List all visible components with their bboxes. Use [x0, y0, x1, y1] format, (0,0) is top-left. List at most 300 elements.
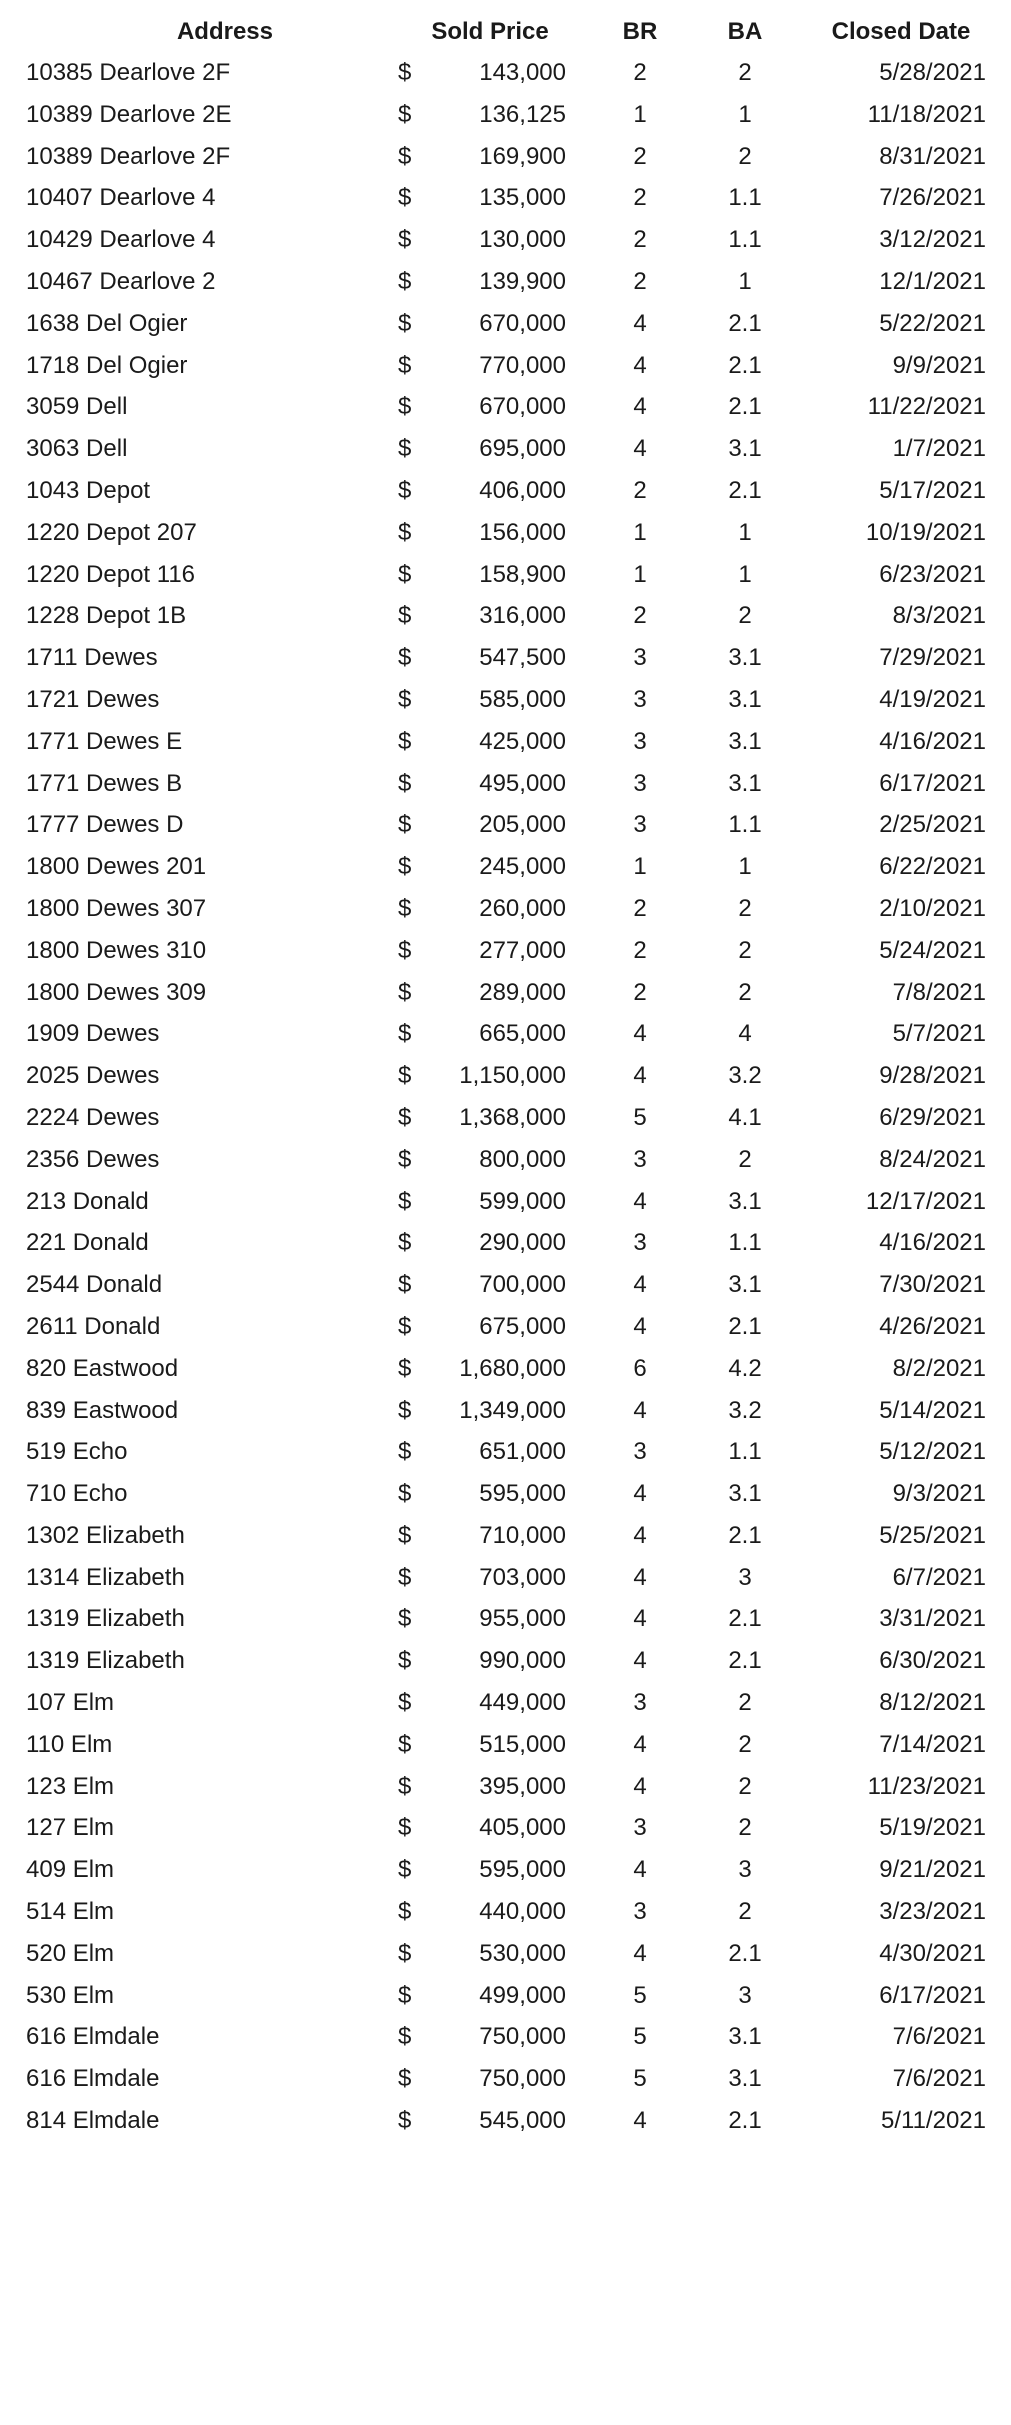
header-address: Address	[176, 18, 274, 45]
table-row	[0, 94, 1011, 136]
cell-sold-price: 595,000	[479, 1856, 566, 1884]
cell-currency-symbol: $	[398, 2065, 412, 2093]
cell-closed-date: 7/6/2021	[892, 2023, 986, 2051]
cell-ba: 1.1	[728, 1438, 762, 1466]
cell-ba: 3	[738, 1981, 752, 2009]
cell-ba: 3.1	[728, 685, 762, 713]
cell-br: 3	[633, 1814, 647, 1842]
cell-currency-symbol: $	[398, 1187, 412, 1215]
table-row	[0, 219, 1011, 261]
cell-ba: 2	[738, 936, 752, 964]
cell-ba: 2.1	[728, 476, 762, 504]
table-row	[0, 1097, 1011, 1139]
cell-currency-symbol: $	[398, 1730, 412, 1758]
cell-currency-symbol: $	[398, 978, 412, 1006]
table-row	[0, 1013, 1011, 1055]
cell-ba: 1.1	[728, 184, 762, 212]
table-body	[0, 52, 1011, 2142]
cell-address: 3063 Dell	[26, 435, 128, 463]
cell-sold-price: 277,000	[479, 936, 566, 964]
cell-closed-date: 5/12/2021	[879, 1438, 986, 1466]
cell-sold-price: 135,000	[479, 184, 566, 212]
cell-address: 1800 Dewes 307	[26, 894, 207, 922]
cell-br: 1	[633, 853, 647, 881]
cell-closed-date: 7/29/2021	[879, 644, 986, 672]
cell-br: 4	[633, 1563, 647, 1591]
cell-ba: 2	[738, 602, 752, 630]
cell-sold-price: 750,000	[479, 2023, 566, 2051]
cell-closed-date: 5/11/2021	[881, 2107, 986, 2135]
cell-address: 1800 Dewes 309	[26, 978, 207, 1006]
cell-br: 3	[633, 769, 647, 797]
table-row	[0, 679, 1011, 721]
cell-address: 1800 Dewes 310	[26, 936, 207, 964]
cell-closed-date: 4/16/2021	[879, 1229, 986, 1257]
cell-currency-symbol: $	[398, 1438, 412, 1466]
table-row	[0, 763, 1011, 805]
table-row	[0, 2100, 1011, 2142]
cell-address: 10385 Dearlove 2F	[26, 59, 231, 86]
cell-address: 127 Elm	[26, 1814, 115, 1842]
cell-sold-price: 530,000	[479, 1939, 566, 1967]
table-row	[0, 595, 1011, 637]
cell-sold-price: 449,000	[479, 1689, 566, 1717]
cell-sold-price: 750,000	[479, 2065, 566, 2093]
cell-closed-date: 11/22/2021	[867, 393, 986, 421]
cell-sold-price: 599,000	[479, 1187, 566, 1215]
cell-closed-date: 7/30/2021	[879, 1271, 986, 1299]
cell-br: 3	[633, 811, 647, 839]
cell-address: 107 Elm	[26, 1689, 115, 1717]
cell-address: 123 Elm	[26, 1772, 115, 1800]
cell-currency-symbol: $	[398, 1271, 412, 1299]
cell-address: 10429 Dearlove 4	[26, 226, 216, 254]
table-row	[0, 2016, 1011, 2058]
cell-closed-date: 5/25/2021	[879, 1521, 986, 1549]
cell-address: 2544 Donald	[26, 1271, 163, 1299]
cell-br: 4	[633, 435, 647, 463]
table-row	[0, 52, 1011, 94]
cell-sold-price: 990,000	[479, 1647, 566, 1675]
cell-br: 1	[633, 518, 647, 546]
cell-closed-date: 3/31/2021	[879, 1605, 986, 1633]
cell-closed-date: 7/26/2021	[879, 184, 986, 212]
table-row	[0, 1891, 1011, 1933]
cell-sold-price: 290,000	[479, 1229, 566, 1257]
cell-ba: 2.1	[728, 1521, 762, 1549]
cell-address: 1043 Depot	[26, 476, 151, 504]
cell-address: 520 Elm	[26, 1939, 115, 1967]
cell-currency-symbol: $	[398, 1312, 412, 1340]
cell-currency-symbol: $	[398, 811, 412, 839]
cell-closed-date: 4/19/2021	[879, 685, 986, 713]
cell-closed-date: 4/26/2021	[879, 1312, 986, 1340]
cell-br: 2	[633, 894, 647, 922]
cell-currency-symbol: $	[398, 1354, 412, 1382]
table-row	[0, 1515, 1011, 1557]
cell-closed-date: 8/3/2021	[892, 602, 986, 630]
cell-closed-date: 12/17/2021	[865, 1187, 986, 1215]
cell-address: 814 Elmdale	[26, 2107, 160, 2135]
cell-closed-date: 2/10/2021	[879, 894, 986, 922]
cell-address: 1909 Dewes	[26, 1020, 160, 1048]
cell-address: 213 Donald	[26, 1187, 149, 1215]
cell-currency-symbol: $	[398, 560, 412, 588]
cell-currency-symbol: $	[398, 1981, 412, 2009]
cell-ba: 2	[738, 59, 752, 86]
cell-currency-symbol: $	[398, 769, 412, 797]
cell-br: 3	[633, 1898, 647, 1926]
cell-closed-date: 7/8/2021	[892, 978, 986, 1006]
cell-sold-price: 703,000	[479, 1563, 566, 1591]
cell-br: 2	[633, 602, 647, 630]
cell-ba: 4	[738, 1020, 752, 1048]
table-row	[0, 1181, 1011, 1223]
cell-ba: 3.1	[728, 644, 762, 672]
header-br: BR	[622, 18, 658, 45]
cell-br: 4	[633, 309, 647, 337]
cell-br: 2	[633, 142, 647, 170]
cell-address: 1721 Dewes	[26, 685, 160, 713]
cell-closed-date: 4/16/2021	[879, 727, 986, 755]
cell-ba: 3.1	[728, 1271, 762, 1299]
cell-br: 4	[633, 351, 647, 379]
cell-sold-price: 205,000	[479, 811, 566, 839]
cell-sold-price: 515,000	[479, 1730, 566, 1758]
cell-closed-date: 6/23/2021	[879, 560, 986, 588]
cell-sold-price: 245,000	[479, 853, 566, 881]
cell-closed-date: 3/23/2021	[879, 1898, 986, 1926]
cell-ba: 3.1	[728, 1187, 762, 1215]
cell-sold-price: 156,000	[479, 518, 566, 546]
cell-closed-date: 5/14/2021	[879, 1396, 986, 1424]
cell-closed-date: 11/18/2021	[867, 100, 986, 128]
cell-br: 5	[633, 1981, 647, 2009]
cell-br: 4	[633, 1521, 647, 1549]
table-header-row	[0, 12, 1011, 52]
cell-sold-price: 670,000	[479, 393, 566, 421]
cell-address: 110 Elm	[26, 1730, 113, 1758]
cell-currency-symbol: $	[398, 1396, 412, 1424]
cell-sold-price: 158,900	[479, 560, 566, 588]
cell-address: 1220 Depot 116	[26, 560, 196, 588]
cell-closed-date: 5/19/2021	[879, 1814, 986, 1842]
cell-closed-date: 9/21/2021	[879, 1856, 986, 1884]
cell-closed-date: 5/17/2021	[879, 476, 986, 504]
cell-br: 3	[633, 685, 647, 713]
cell-sold-price: 695,000	[479, 435, 566, 463]
cell-br: 4	[633, 1312, 647, 1340]
cell-br: 2	[633, 267, 647, 295]
cell-sold-price: 955,000	[479, 1605, 566, 1633]
table-row	[0, 1807, 1011, 1849]
cell-address: 1314 Elizabeth	[26, 1563, 185, 1591]
cell-br: 2	[633, 184, 647, 212]
cell-address: 2356 Dewes	[26, 1145, 160, 1173]
cell-closed-date: 1/7/2021	[892, 435, 986, 463]
cell-currency-symbol: $	[398, 685, 412, 713]
cell-closed-date: 12/1/2021	[879, 267, 986, 295]
cell-ba: 1	[738, 560, 752, 588]
cell-ba: 3.1	[728, 769, 762, 797]
cell-closed-date: 9/9/2021	[892, 351, 986, 379]
cell-address: 2611 Donald	[26, 1312, 161, 1340]
cell-ba: 3.1	[728, 1480, 762, 1508]
cell-ba: 2	[738, 142, 752, 170]
cell-address: 839 Eastwood	[26, 1396, 179, 1424]
cell-ba: 2	[738, 1772, 752, 1800]
cell-br: 2	[633, 936, 647, 964]
cell-currency-symbol: $	[398, 1605, 412, 1633]
cell-ba: 3	[738, 1856, 752, 1884]
cell-closed-date: 7/6/2021	[892, 2065, 986, 2093]
cell-ba: 2.1	[728, 1647, 762, 1675]
cell-currency-symbol: $	[398, 1814, 412, 1842]
cell-address: 3059 Dell	[26, 393, 128, 421]
table-row	[0, 1724, 1011, 1766]
table-row	[0, 846, 1011, 888]
cell-closed-date: 6/22/2021	[879, 853, 986, 881]
cell-ba: 4.2	[728, 1354, 762, 1382]
cell-sold-price: 395,000	[479, 1772, 566, 1800]
header-sold-price: Sold Price	[431, 18, 549, 45]
header-ba: BA	[727, 18, 763, 45]
cell-br: 4	[633, 1396, 647, 1424]
cell-ba: 1	[738, 853, 752, 881]
cell-ba: 2.1	[728, 1939, 762, 1967]
cell-br: 5	[633, 1103, 647, 1131]
cell-address: 820 Eastwood	[26, 1354, 179, 1382]
cell-address: 2224 Dewes	[26, 1103, 160, 1131]
cell-br: 4	[633, 1772, 647, 1800]
cell-ba: 1.1	[728, 226, 762, 254]
cell-currency-symbol: $	[398, 2023, 412, 2051]
cell-sold-price: 651,000	[479, 1438, 566, 1466]
cell-currency-symbol: $	[398, 1229, 412, 1257]
cell-address: 519 Echo	[26, 1438, 128, 1466]
cell-currency-symbol: $	[398, 1145, 412, 1173]
cell-ba: 2.1	[728, 351, 762, 379]
cell-br: 3	[633, 1689, 647, 1717]
cell-address: 1777 Dewes D	[26, 811, 184, 839]
cell-address: 1302 Elizabeth	[26, 1521, 185, 1549]
table-row	[0, 637, 1011, 679]
cell-closed-date: 10/19/2021	[865, 518, 986, 546]
cell-closed-date: 2/25/2021	[879, 811, 986, 839]
cell-closed-date: 4/30/2021	[879, 1939, 986, 1967]
cell-sold-price: 406,000	[479, 476, 566, 504]
cell-br: 4	[633, 1187, 647, 1215]
cell-ba: 2.1	[728, 1312, 762, 1340]
table-row	[0, 345, 1011, 387]
cell-currency-symbol: $	[398, 309, 412, 337]
cell-closed-date: 5/7/2021	[892, 1020, 986, 1048]
cell-currency-symbol: $	[398, 476, 412, 504]
table-row	[0, 1390, 1011, 1432]
table-row	[0, 804, 1011, 846]
table-row	[0, 1264, 1011, 1306]
cell-sold-price: 545,000	[479, 2107, 566, 2135]
table-row	[0, 888, 1011, 930]
cell-currency-symbol: $	[398, 602, 412, 630]
cell-currency-symbol: $	[398, 644, 412, 672]
table-row	[0, 1055, 1011, 1097]
table-row	[0, 1348, 1011, 1390]
cell-sold-price: 700,000	[479, 1271, 566, 1299]
cell-ba: 1	[738, 518, 752, 546]
cell-ba: 3	[738, 1563, 752, 1591]
cell-closed-date: 6/29/2021	[879, 1103, 986, 1131]
cell-closed-date: 8/2/2021	[892, 1354, 986, 1382]
cell-ba: 3.1	[728, 435, 762, 463]
cell-br: 4	[633, 1730, 647, 1758]
cell-ba: 2	[738, 1814, 752, 1842]
cell-closed-date: 8/24/2021	[879, 1145, 986, 1173]
cell-ba: 2	[738, 1145, 752, 1173]
cell-ba: 2	[738, 1730, 752, 1758]
cell-ba: 2.1	[728, 1605, 762, 1633]
cell-br: 1	[633, 560, 647, 588]
cell-address: 2025 Dewes	[26, 1062, 160, 1090]
cell-br: 3	[633, 1229, 647, 1257]
table-row	[0, 303, 1011, 345]
cell-br: 3	[633, 1145, 647, 1173]
cell-currency-symbol: $	[398, 351, 412, 379]
cell-currency-symbol: $	[398, 142, 412, 170]
cell-br: 5	[633, 2065, 647, 2093]
cell-address: 10389 Dearlove 2F	[26, 142, 231, 170]
header-closed-date: Closed Date	[831, 18, 971, 45]
cell-br: 4	[633, 393, 647, 421]
cell-sold-price: 670,000	[479, 309, 566, 337]
cell-ba: 2.1	[728, 309, 762, 337]
cell-br: 4	[633, 1271, 647, 1299]
table-row	[0, 136, 1011, 178]
cell-currency-symbol: $	[398, 894, 412, 922]
cell-br: 4	[633, 1605, 647, 1633]
cell-closed-date: 9/28/2021	[879, 1062, 986, 1090]
cell-ba: 2	[738, 894, 752, 922]
cell-currency-symbol: $	[398, 1020, 412, 1048]
cell-address: 10407 Dearlove 4	[26, 184, 216, 212]
cell-currency-symbol: $	[398, 1939, 412, 1967]
cell-ba: 3.2	[728, 1396, 762, 1424]
cell-address: 1800 Dewes 201	[26, 853, 207, 881]
cell-sold-price: 130,000	[479, 226, 566, 254]
cell-sold-price: 289,000	[479, 978, 566, 1006]
cell-sold-price: 770,000	[479, 351, 566, 379]
cell-address: 1319 Elizabeth	[26, 1647, 185, 1675]
cell-closed-date: 5/22/2021	[879, 309, 986, 337]
table-row	[0, 972, 1011, 1014]
cell-currency-symbol: $	[398, 59, 412, 86]
cell-currency-symbol: $	[398, 518, 412, 546]
cell-br: 1	[633, 100, 647, 128]
cell-currency-symbol: $	[398, 2107, 412, 2135]
cell-ba: 1	[738, 267, 752, 295]
cell-closed-date: 6/17/2021	[879, 769, 986, 797]
cell-closed-date: 7/14/2021	[879, 1730, 986, 1758]
cell-address: 1718 Del Ogier	[26, 351, 188, 379]
cell-sold-price: 316,000	[479, 602, 566, 630]
cell-currency-symbol: $	[398, 1521, 412, 1549]
cell-sold-price: 710,000	[479, 1521, 566, 1549]
cell-br: 3	[633, 727, 647, 755]
table-row	[0, 1849, 1011, 1891]
cell-address: 1228 Depot 1B	[26, 602, 187, 630]
cell-sold-price: 136,125	[479, 100, 566, 128]
table-row	[0, 554, 1011, 596]
cell-sold-price: 495,000	[479, 769, 566, 797]
cell-closed-date: 5/28/2021	[879, 59, 986, 86]
cell-br: 2	[633, 226, 647, 254]
cell-br: 6	[633, 1354, 647, 1382]
cell-sold-price: 1,349,000	[459, 1396, 566, 1424]
cell-sold-price: 800,000	[479, 1145, 566, 1173]
cell-currency-symbol: $	[398, 393, 412, 421]
cell-ba: 3.1	[728, 727, 762, 755]
cell-sold-price: 260,000	[479, 894, 566, 922]
cell-address: 710 Echo	[26, 1480, 128, 1508]
cell-currency-symbol: $	[398, 1689, 412, 1717]
cell-sold-price: 1,680,000	[459, 1354, 566, 1382]
cell-ba: 1	[738, 100, 752, 128]
cell-ba: 3.1	[728, 2065, 762, 2093]
cell-sold-price: 547,500	[479, 644, 566, 672]
cell-ba: 2.1	[728, 393, 762, 421]
cell-sold-price: 425,000	[479, 727, 566, 755]
cell-sold-price: 1,368,000	[459, 1103, 566, 1131]
table-row	[0, 721, 1011, 763]
cell-address: 10467 Dearlove 2	[26, 267, 216, 295]
cell-currency-symbol: $	[398, 226, 412, 254]
cell-ba: 3.2	[728, 1062, 762, 1090]
cell-closed-date: 8/31/2021	[879, 142, 986, 170]
cell-address: 221 Donald	[26, 1229, 149, 1257]
cell-closed-date: 5/24/2021	[879, 936, 986, 964]
cell-address: 409 Elm	[26, 1856, 115, 1884]
cell-currency-symbol: $	[398, 936, 412, 964]
table-row	[0, 1682, 1011, 1724]
cell-currency-symbol: $	[398, 1898, 412, 1926]
cell-currency-symbol: $	[398, 1647, 412, 1675]
cell-currency-symbol: $	[398, 435, 412, 463]
table-row	[0, 177, 1011, 219]
cell-br: 2	[633, 978, 647, 1006]
table-row	[0, 2058, 1011, 2100]
cell-address: 1771 Dewes E	[26, 727, 183, 755]
table-row	[0, 1933, 1011, 1975]
cell-closed-date: 6/17/2021	[879, 1981, 986, 2009]
cell-currency-symbol: $	[398, 1772, 412, 1800]
cell-sold-price: 139,900	[479, 267, 566, 295]
cell-address: 616 Elmdale	[26, 2023, 160, 2051]
cell-ba: 1.1	[728, 811, 762, 839]
cell-currency-symbol: $	[398, 1062, 412, 1090]
table-row	[0, 1766, 1011, 1808]
cell-address: 1771 Dewes B	[26, 769, 183, 797]
cell-sold-price: 169,900	[479, 142, 566, 170]
cell-currency-symbol: $	[398, 267, 412, 295]
cell-ba: 4.1	[728, 1103, 762, 1131]
cell-currency-symbol: $	[398, 1103, 412, 1131]
cell-br: 4	[633, 1647, 647, 1675]
table-row	[0, 1139, 1011, 1181]
cell-closed-date: 8/12/2021	[879, 1689, 986, 1717]
cell-ba: 3.1	[728, 2023, 762, 2051]
cell-address: 1220 Depot 207	[26, 518, 197, 546]
cell-br: 3	[633, 644, 647, 672]
